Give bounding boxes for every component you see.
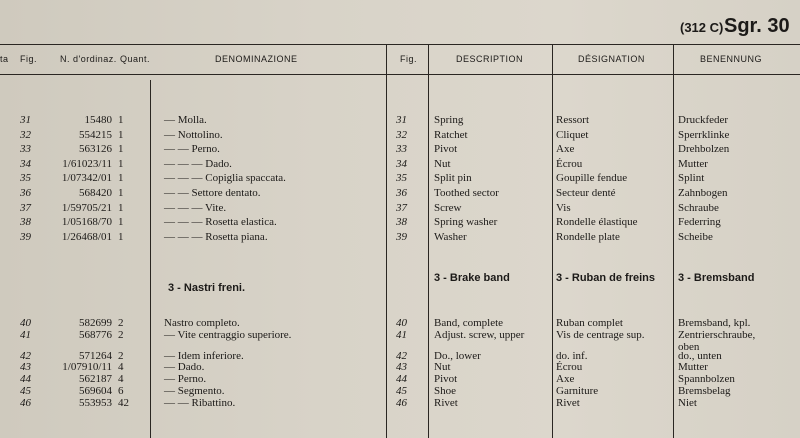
section-title-en: 3 - Brake band xyxy=(434,272,510,284)
cell-it: — Vite centraggio superiore. xyxy=(164,328,292,341)
cell-en: Rivet xyxy=(434,396,458,409)
cell-fig: 35 xyxy=(20,172,31,185)
header-rule xyxy=(0,74,800,75)
cell-fr: Rondelle plate xyxy=(556,230,620,243)
cell-it: — — Settore dentato. xyxy=(164,187,261,199)
cell-de: Druckfeder xyxy=(678,114,729,126)
cell-fr: Secteur denté xyxy=(556,187,616,199)
cell-de: Spannbolzen xyxy=(678,373,735,386)
cell-num: 15480 xyxy=(84,114,112,126)
cell-fig: 42 xyxy=(20,349,31,362)
cell-de: Niet xyxy=(678,396,697,409)
cell-de: Scheibe xyxy=(678,230,713,243)
cell-de: Bremsband, kpl. xyxy=(678,317,751,329)
cell-qty: 1 xyxy=(118,216,124,229)
cell-en: Screw xyxy=(434,201,462,214)
cell-num: 1/59705/21 xyxy=(61,201,112,214)
col-header-fig2: Fig. xyxy=(400,54,418,64)
cell-en: Adjust. screw, upper xyxy=(434,328,525,341)
col-header-ordinaz: N. d'ordinaz. xyxy=(60,54,117,64)
cell-it: — Segmento. xyxy=(164,385,225,397)
cell-en: Pivot xyxy=(434,143,458,156)
cell-fr: Ressort xyxy=(556,114,589,126)
cell-qty: 4 xyxy=(118,373,124,386)
cell-fig2: 34 xyxy=(396,157,407,170)
cell-num: 569604 xyxy=(79,385,112,397)
cell-fig2: 36 xyxy=(396,187,407,199)
cell-qty: 2 xyxy=(118,317,124,329)
cell-qty: 6 xyxy=(118,385,124,397)
cell-de: Mutter xyxy=(678,361,708,374)
col-header-quant: Quant. xyxy=(120,54,151,64)
cell-qty: 1 xyxy=(118,143,124,156)
cell-fig2: 41 xyxy=(396,328,407,341)
cell-fr: Garniture xyxy=(556,385,599,397)
cell-fig2: 38 xyxy=(396,216,407,229)
cell-fig: 32 xyxy=(20,128,31,141)
cell-it: Nastro completo. xyxy=(164,317,240,329)
page-section-number: Sgr. 30 xyxy=(724,15,790,37)
cell-fig: 34 xyxy=(20,157,31,170)
col-header-fig: Fig. xyxy=(20,54,38,64)
cell-fig: 46 xyxy=(20,396,31,409)
cell-fig: 39 xyxy=(20,230,31,243)
cell-fig2: 33 xyxy=(396,143,407,156)
cell-it: — Nottolino. xyxy=(164,128,223,141)
cell-en: Toothed sector xyxy=(434,187,499,199)
cell-fr: do. inf. xyxy=(556,349,588,362)
cell-fig: 38 xyxy=(20,216,31,229)
cell-num: 568776 xyxy=(79,328,112,341)
cell-num: 1/61023/11 xyxy=(62,157,112,170)
cell-fig2: 42 xyxy=(396,349,407,362)
cell-fr: Écrou xyxy=(556,157,583,170)
divider-denom-fig xyxy=(386,44,387,438)
cell-fig: 40 xyxy=(20,317,31,329)
cell-fig2: 37 xyxy=(396,201,407,214)
col-header-description: DESCRIPTION xyxy=(456,54,524,64)
cell-fig2: 32 xyxy=(396,128,407,141)
cell-fr: Vis xyxy=(556,201,571,214)
cell-num: 1/26468/01 xyxy=(61,230,112,243)
cell-qty: 1 xyxy=(118,201,124,214)
cell-it: — — — Rosetta elastica. xyxy=(164,216,277,229)
cell-num: 1/07342/01 xyxy=(61,172,112,185)
cell-fig2: 46 xyxy=(396,396,407,409)
cell-fr: Vis de centrage sup. xyxy=(556,328,645,341)
cell-de: Sperrklinke xyxy=(678,128,730,141)
cell-de: Zahnbogen xyxy=(678,187,728,199)
cell-fig: 36 xyxy=(20,187,31,199)
cell-qty: 1 xyxy=(118,157,124,170)
cell-de: Drehbolzen xyxy=(678,143,730,156)
cell-num: 568420 xyxy=(79,187,112,199)
cell-num: 1/05168/70 xyxy=(61,216,112,229)
cell-fig: 43 xyxy=(20,361,31,374)
cell-num: 554215 xyxy=(79,128,112,141)
cell-fr: Axe xyxy=(556,143,575,156)
cell-it: — — Perno. xyxy=(164,143,220,156)
cell-qty: 42 xyxy=(118,396,129,409)
cell-fig2: 31 xyxy=(396,114,407,126)
cell-num: 1/07910/11 xyxy=(62,361,112,374)
cell-it: — — — Dado. xyxy=(164,157,232,170)
col-header-benennung: BENENNUNG xyxy=(700,54,763,64)
cell-fig: 33 xyxy=(20,143,31,156)
col-header-ta: ta xyxy=(0,54,9,64)
cell-qty: 1 xyxy=(118,172,124,185)
cell-fig2: 45 xyxy=(396,385,407,397)
cell-en: Ratchet xyxy=(434,128,468,141)
cell-num: 582699 xyxy=(79,317,112,329)
cell-it: — — — Copiglia spaccata. xyxy=(164,172,286,185)
cell-de: Schraube xyxy=(678,201,719,214)
cell-qty: 2 xyxy=(118,349,124,362)
cell-en: Shoe xyxy=(434,385,456,397)
cell-fig2: 43 xyxy=(396,361,407,374)
cell-fr: Axe xyxy=(556,373,575,386)
cell-de: Mutter xyxy=(678,157,708,170)
cell-en: Nut xyxy=(434,157,451,170)
cell-it: — Dado. xyxy=(164,361,205,374)
cell-fig: 37 xyxy=(20,201,31,214)
cell-num: 562187 xyxy=(79,373,112,386)
cell-fig2: 44 xyxy=(396,373,407,386)
cell-it: — Molla. xyxy=(164,114,207,126)
cell-en: Washer xyxy=(434,230,467,243)
cell-num: 571264 xyxy=(79,349,112,362)
cell-num: 553953 xyxy=(79,396,112,409)
cell-fig2: 40 xyxy=(396,317,407,329)
cell-fr: Goupille fendue xyxy=(556,172,628,185)
cell-fr: Ruban complet xyxy=(556,317,623,329)
cell-de-continued: oben xyxy=(678,340,700,353)
cell-en: Spring washer xyxy=(434,216,498,229)
top-rule xyxy=(0,44,800,45)
section-title-de: 3 - Bremsband xyxy=(678,272,755,284)
cell-fig2: 35 xyxy=(396,172,407,185)
cell-de: Federring xyxy=(678,216,721,229)
cell-num: 563126 xyxy=(79,143,112,156)
page-code: (312 C) xyxy=(680,20,724,35)
cell-fig2: 39 xyxy=(396,230,407,243)
cell-it: — — Ribattino. xyxy=(164,396,236,409)
cell-de: Zentrierschraube, xyxy=(678,328,756,341)
section-title-it: 3 - Nastri freni. xyxy=(168,282,246,294)
divider-fig-desc xyxy=(428,44,429,438)
cell-fr: Cliquet xyxy=(556,128,589,141)
cell-it: — — — Rosetta piana. xyxy=(164,230,268,243)
cell-en: Nut xyxy=(434,361,451,374)
divider-desig-benennung xyxy=(673,44,674,438)
cell-en: Split pin xyxy=(434,172,472,185)
cell-de: do., unten xyxy=(678,349,722,362)
cell-en: Pivot xyxy=(434,373,458,386)
cell-qty: 1 xyxy=(118,128,124,141)
cell-en: Band, complete xyxy=(434,317,504,329)
cell-qty: 1 xyxy=(118,114,124,126)
cell-it: — Perno. xyxy=(164,373,207,386)
cell-qty: 2 xyxy=(118,328,124,341)
cell-fr: Rivet xyxy=(556,396,580,409)
divider-qty-denom xyxy=(150,80,151,438)
cell-qty: 4 xyxy=(118,361,124,374)
cell-fig: 45 xyxy=(20,385,31,397)
cell-de: Splint xyxy=(678,172,705,185)
cell-it: — — — Vite. xyxy=(164,201,227,214)
cell-fig: 41 xyxy=(20,328,31,341)
cell-fig: 31 xyxy=(20,114,31,126)
cell-en: Do., lower xyxy=(434,349,481,362)
cell-fig: 44 xyxy=(20,373,31,386)
col-header-denominazione: DENOMINAZIONE xyxy=(215,54,298,64)
section-title-fr: 3 - Ruban de freins xyxy=(556,272,656,284)
cell-qty: 1 xyxy=(118,187,124,199)
divider-desc-desig xyxy=(552,44,553,438)
cell-fr: Écrou xyxy=(556,361,583,374)
cell-de: Bremsbelag xyxy=(678,385,731,397)
cell-it: — Idem inferiore. xyxy=(164,349,244,362)
cell-en: Spring xyxy=(434,114,464,126)
cell-qty: 1 xyxy=(118,230,124,243)
col-header-designation: DÉSIGNATION xyxy=(578,54,645,64)
cell-fr: Rondelle élastique xyxy=(556,216,638,229)
